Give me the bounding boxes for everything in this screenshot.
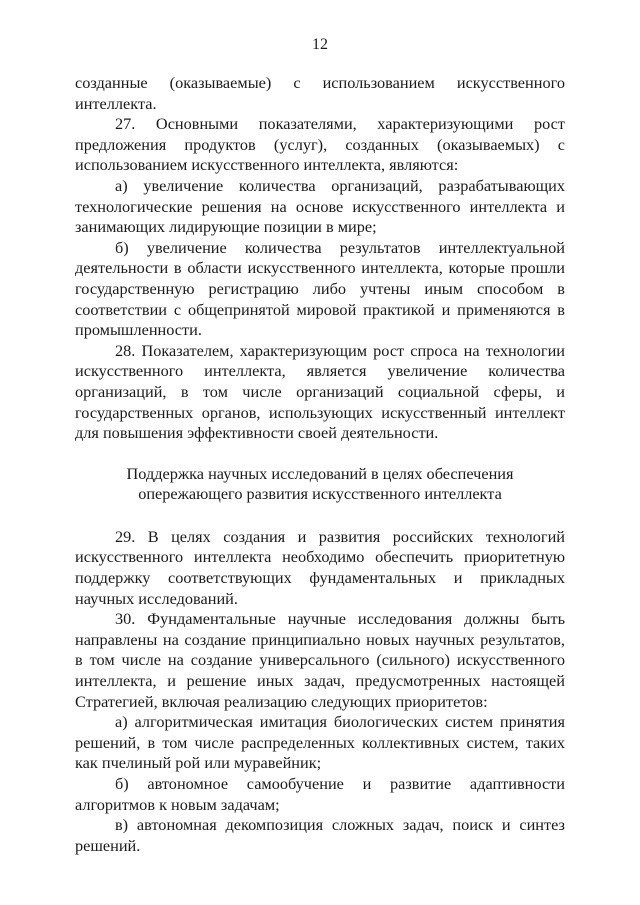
section-heading-line-2: опережающего развития искусственного интеллекта xyxy=(138,484,502,504)
paragraph-29: 29. В целях создания и развития российских технологий искусственного интеллекта необходимо обеспечить приоритетную поддержку соответствующих фундаментальных и прикладных научных исследований. xyxy=(75,526,565,608)
paragraph-30c: в) автономная декомпозиция сложных задач, поиск и синтез решений. xyxy=(75,815,565,855)
paragraph-28: 28. Показателем, характеризующим рост спроса на технологии искусственного интеллекта, является увеличение количества организаций, в том числе организаций социальной сферы, и государственных органов, использующих искусственный интеллект для повышения эффективности своей деятельности. xyxy=(75,340,565,443)
paragraph-30a: а) алгоритмическая имитация биологических систем принятия решений, в том числе распределенных коллективных систем, таких как пчелиный рой или муравейник; xyxy=(75,712,565,773)
paragraph-30b: б) автономное самообучение и развитие адаптивности алгоритмов к новым задачам; xyxy=(75,774,565,814)
section-heading xyxy=(75,464,565,505)
paragraph-27a: а) увеличение количества организаций, разрабатывающих технологические решения на основе искусственного интеллекта и занимающих лидирующие позиции в мире; xyxy=(75,175,565,237)
paragraph-27: 27. Основными показателями, характеризующими рост предложения продуктов (услуг), созданных (оказываемых) с использованием искусственного интеллекта, являются: xyxy=(75,114,565,175)
paragraph-30: 30. Фундаментальные научные исследования должны быть направлены на создание принципиально новых научных результатов, в том числе на создание универсального (сильного) искусственного интеллекта, и решение иных задач, предусмотренных настоящей Стратегией, включая реализацию следующих приоритетов: xyxy=(75,609,565,711)
section-heading-line-1: Поддержка научных исследований в целях обеспечения xyxy=(126,463,514,483)
document-body xyxy=(75,73,565,856)
paragraph-continuation: созданные (оказываемые) с использованием искусственного интеллекта. xyxy=(75,73,565,113)
paragraph-27b: б) увеличение количества результатов интеллектуальной деятельности в области искусственного интеллекта, которые прошли государственную регистрацию либо учтены иным способом в соответствии с общепринятой мировой практикой и применяются в промышленности. xyxy=(75,237,565,340)
page-number: 12 xyxy=(312,36,328,53)
